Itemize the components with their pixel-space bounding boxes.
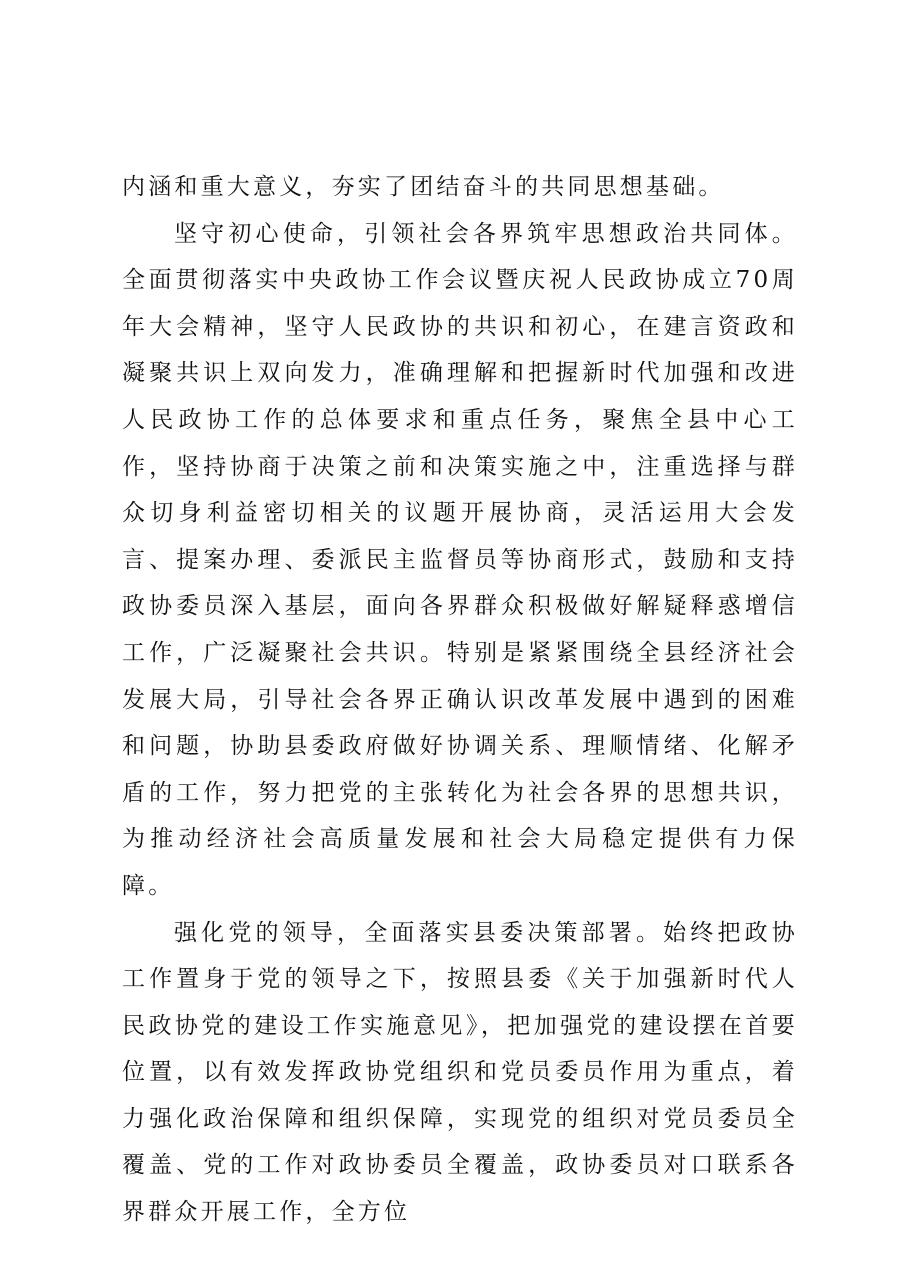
paragraph-ideological-community: 坚守初心使命，引领社会各界筑牢思想政治共同体。全面贯彻落实中央政协工作会议暨庆祝人民政协成立70周年大会精神，坚守人民政协的共识和初心，在建言资政和凝聚共识上双向发力，准确理解和把握新时代加强和改进人民政协工作的总体要求和重点任务，聚焦全县中心工作，坚持协商于决策之前和决策实施之中，注重选择与群众切身利益密切相关的议题开展协商，灵活运用大会发言、提案办理、委派民主监督员等协商形式，鼓励和支持政协委员深入基层，面向各界群众积极做好解疑释惑增信工作，广泛凝聚社会共识。特别是紧紧围绕全县经济社会发展大局，引导社会各界正确认识改革发展中遇到的困难和问题，协助县委政府做好协调关系、理顺情绪、化解矛盾的工作，努力把党的主张转化为社会各界的思想共识，为推动经济社会高质量发展和社会大局稳定提供有力保障。 xyxy=(122,220,798,899)
paragraph-continuation: 内涵和重大意义，夯实了团结奋斗的共同思想基础。 xyxy=(122,174,725,200)
document-body xyxy=(122,164,798,1236)
paragraph-party-leadership: 强化党的领导，全面落实县委决策部署。始终把政协工作置身于党的领导之下，按照县委《关于加强新时代人民政协党的建设工作实施意见》，把加强党的建设摆在首要位置，以有效发挥政协党组织和党员委员作用为重点，着力强化政治保障和组织保障，实现党的组织对党员委员全覆盖、党的工作对政协委员全覆盖，政协委员对口联系各界群众开展工作，全方位 xyxy=(122,919,798,1226)
